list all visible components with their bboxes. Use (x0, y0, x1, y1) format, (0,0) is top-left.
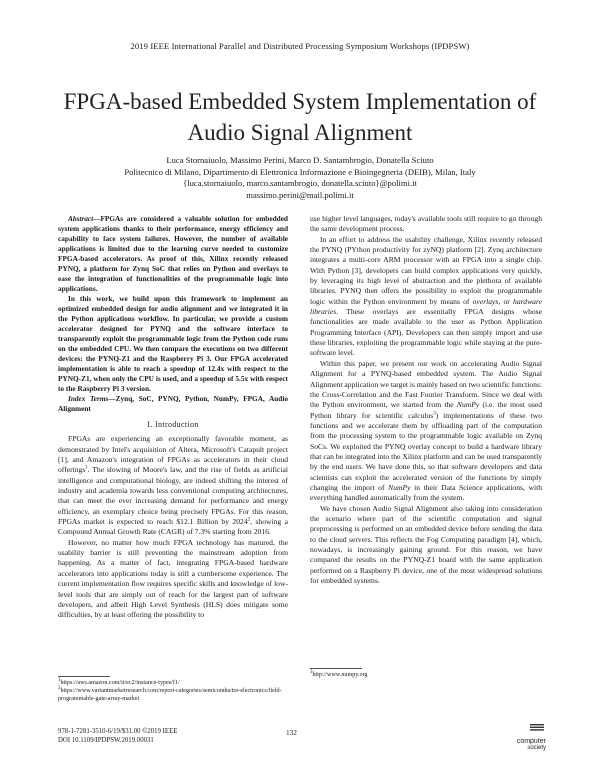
footnote-ref-2: 2 (247, 517, 251, 523)
author-block (30, 155, 570, 201)
logo-word-computer: computer (516, 738, 546, 745)
title-line-2: Audio Signal Alignment (187, 120, 413, 145)
right-paragraph-1: In an effort to address the usability challenge, Xilinx recently released the PYNQ (PYthon productivity for zyNQ) platform [2]. Zynq architecture integrates a multi-core ARM processor with an FPGA into a single chip. With Python [3], developers can build complex applications very quickly, by leveraging its high level of abstraction and the plethora of available libraries. PYNQ then offers the possibility to exploit the programmable logic within the Python environment by means of overlays, or hardware libraries. These overlays are essentially FPGA designs whose functionalities are made available to the user as Python Application Programming Interface (API). Developers can then simply import and use these libraries, exploiting the programmable logic while staying at the pure-software level. (310, 234, 542, 358)
right-paragraph-0: use higher level languages, today's available tools still require to go through the same development process. (310, 214, 542, 234)
abstract-paragraph-1: Abstract—FPGAs are considered a valuable solution for embedded system applications thanks to their performance, energy efficiency and capability to face system failures. However, the number of available applications is limited due to the learning curve needed to customize FPGA-based accelerators. As proof of this, Xilinx recently released PYNQ, a platform for Zynq SoC that relies on Python and overlays to ease the integration of functionalities of the programmable logic into applications. (58, 214, 288, 293)
author-affiliation: Politecnico di Milano, Dipartimento di Elettronica Informazione e Bioingegneria (DEIB), Milan, Italy (124, 166, 476, 177)
footnote-1: $^1$https://aws.amazon.com/it/ec2/instance-types/f1/ (58, 677, 180, 686)
right-column (310, 214, 542, 586)
footnote-2: $^2$https://www.variantmarketresearch.com/report-categories/semiconductor-electronics/field-programmable-gate-array-market (58, 685, 282, 702)
left-footnotes (58, 676, 288, 703)
title-line-1: FPGA-based Embedded System Implementation of (63, 89, 537, 114)
right-paragraph-2: Within this paper, we present our work on accelerating Audio Signal Alignment for a PYNQ-based embedded system. The Audio Signal Alignment application we target is mainly based on two scientific functions: the Cross-Correlation and the Fast Fourier Transform. Since we deal with the Python environment, we started from the NumPy (i.e. the most used Python library for scientific calculus$^3$) implementations of these two functions and we accelerate them by offloading part of the computation from the processing system to the programmable logic available on Zynq SoCs. We exploited the PYNQ overlay concept to build a hardware library that can be integrated into the Xilinx platform and can be used transparently by the end users. We have done this, so that software developers and data scientists can exploit the accelerated version of the functions by simply changing the import of NumPy in their Data Science applications, with everything handled automatically from the system. (310, 358, 543, 503)
footnote-rule (58, 676, 110, 677)
index-terms: Index Terms—Zynq, SoC, PYNQ, Python, NumPy, FPGA, Audio Alignment (58, 394, 289, 413)
footnote-ref-1: 1 (85, 465, 88, 471)
section-heading-introduction: I. Introduction (147, 420, 199, 429)
page-number: 132 (286, 728, 297, 737)
logo-mark-icon (500, 723, 546, 733)
footnote-3: $^3$http://www.numpy.org (310, 669, 368, 678)
footnote-rule-right (310, 668, 362, 669)
left-column (58, 214, 288, 621)
right-footnotes (310, 668, 542, 680)
paper-title (40, 86, 560, 148)
index-terms-label: Index Terms (68, 394, 109, 403)
right-paragraph-3: We have chosen Audio Signal Alignment also taking into consideration the scenario where part of the scientific computation and signal preprocessing is performed on an embedded device before sending the data to the cloud servers. This reflects the Fog Computing paradigm [4], which, nowadays, is increasingly gaining ground. For this reason, we have compared the results on the PYNQ-Z1 board with the same application performed on a Raspberry Pi device, one of the most widespread solutions for embedded systems. (310, 503, 542, 586)
footnote-ref-3: 3 (433, 411, 436, 416)
abstract-paragraph-2: In this work, we build upon this framework to implement an optimized embedded design for audio alignment and we integrated it in the Python applications workflow. In particular, we provide a custom accelerator designed for PYNQ and the software interface to transparently exploit the programmable logic from the Python code runs on the embedded CPU. We then compare the executions on two different devices: the PYNQ-Z1 and the Raspberry Pi 3. Our FPGA accelerated implementation is able to reach a speedup of 12.4x with respect to the PYNQ-Z1, when only the CPU is used, and a speedup of 5.5x with respect to the Raspberry Pi 3 version. (58, 294, 288, 393)
author-names: Luca Stornaiuolo, Massimo Perini, Marco D. Santambrogio, Donatella Sciuto (166, 155, 434, 165)
author-email-2: massimo.perini@mail.polimi.it (246, 189, 354, 200)
footer-doi: DOI 10.1109/IPDPSW.2019.00031 (58, 736, 154, 744)
intro-paragraph-1: FPGAs are experiencing an exceptionally favorable moment, as demonstrated by Intel's acquisition of Altera, Microsoft's Catapult project [1], and Amazon's integration of FPGAs as accelerators in their cloud offerings$^1$. The slowing of Moore's law, and the rise of fields as artificial intelligence and computational biology, are indeed shifting the interest of industry and academia towards less conventional computing architectures, that can meet the ever increasing demand for performance and energy efficiency, an exemplary choice being precisely FPGAs. For this reason, FPGAs market is expected to reach $12.1 Billion by 2024$^2$, showing a Compound Annual Growth Rate (CAGR) of 7.3% starting from 2016. (58, 434, 288, 537)
author-emails: {luca.stornaiuolo, marco.santambrogio, donatella.sciuto}@polimi.it (183, 178, 417, 188)
footer-isbn: 978-1-7281-3510-6/19/$31.00 ©2019 IEEE (58, 728, 178, 735)
conference-header: 2019 IEEE International Parallel and Distributed Processing Symposium Workshops (IPDPSW) (130, 41, 470, 51)
logo-word-society: society (527, 745, 546, 751)
footer-identifiers (58, 728, 177, 745)
abstract-label: Abstract (68, 214, 94, 223)
computer-society-logo (500, 720, 546, 751)
intro-paragraph-2: However, no matter how much FPGA technology has matured, the usability barrier is still preventing the mainstream adoption from happening. As a matter of fact, integrating FPGA-based hardware accelerators into applications today is still a cumbersome experience. The current implementation flow requires specific skills and knowledge of low-level tools that are simply out of reach for the largest part of software developers, and albeit High Level Synthesis (HLS) does mitigate some difficulties, by at least offering the possibility to (58, 537, 288, 620)
